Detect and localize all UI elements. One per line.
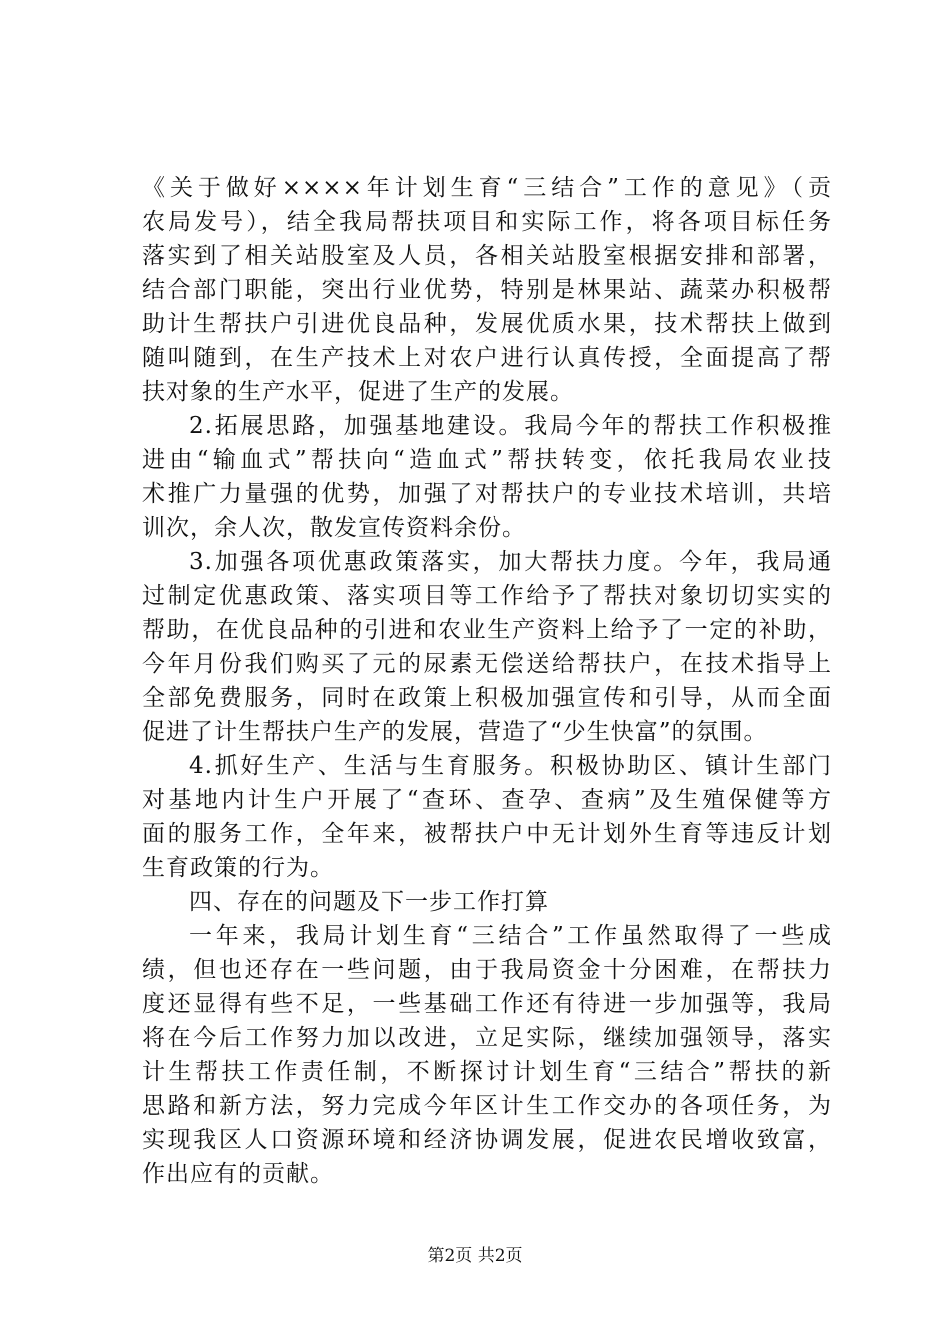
text-line: 思路和新方法，努力完成今年区计生工作交办的各项任务，为 — [142, 1093, 832, 1119]
text-line: 全部免费服务，同时在政策上积极加强宣传和引导，从而全面 — [142, 685, 832, 711]
text-line: 训次，余人次，散发宣传资料余份。 — [142, 515, 526, 541]
body-text — [142, 171, 832, 1191]
paragraph-heading-2: 2.拓展思路，加强基地建设。我局今年的帮扶工作积极推 — [189, 413, 832, 439]
paragraph-heading-3: 3.加强各项优惠政策落实，加大帮扶力度。今年，我局通 — [189, 549, 832, 575]
paragraph-heading-4: 4.抓好生产、生活与生育服务。积极协助区、镇计生部门 — [189, 753, 832, 779]
text-line: 一年来，我局计划生育“三结合”工作虽然取得了一些成 — [189, 923, 832, 949]
text-line: 扶对象的生产水平，促进了生产的发展。 — [142, 379, 574, 405]
text-line: 术推广力量强的优势，加强了对帮扶户的专业技术培训，共培 — [142, 481, 832, 507]
text-line: 过制定优惠政策、落实项目等工作给予了帮扶对象切切实实的 — [142, 583, 832, 609]
section-heading: 四、存在的问题及下一步工作打算 — [189, 889, 549, 915]
text-line: 度还显得有些不足，一些基础工作还有待进一步加强等，我局 — [142, 991, 832, 1017]
text-line: 随叫随到，在生产技术上对农户进行认真传授，全面提高了帮 — [142, 345, 832, 371]
text-line: 实现我区人口资源环境和经济协调发展，促进农民增收致富， — [142, 1127, 832, 1153]
text-line: 结合部门职能，突出行业优势，特别是林果站、蔬菜办积极帮 — [142, 277, 832, 303]
text-line: 落实到了相关站股室及人员，各相关站股室根据安排和部署， — [142, 243, 832, 269]
text-line: 帮助，在优良品种的引进和农业生产资料上给予了一定的补助， — [142, 617, 832, 643]
text-line: 进由“输血式”帮扶向“造血式”帮扶转变，依托我局农业技 — [142, 447, 832, 473]
text-line: 促进了计生帮扶户生产的发展，营造了“少生快富”的氛围。 — [142, 719, 768, 745]
page-number: 第2页 共2页 — [427, 1246, 523, 1266]
text-line: 计生帮扶工作责任制，不断探讨计划生育“三结合”帮扶的新 — [142, 1059, 832, 1085]
text-line: 生育政策的行为。 — [142, 855, 334, 881]
text-line: 将在今后工作努力加以改进，立足实际，继续加强领导，落实 — [142, 1025, 832, 1051]
text-line: 对基地内计生户开展了“查环、查孕、查病”及生殖保健等方 — [142, 787, 832, 813]
text-line: 《关于做好××××年计划生育“三结合”工作的意见》（贡 — [142, 175, 832, 201]
text-line: 作出应有的贡献。 — [142, 1161, 334, 1187]
text-line: 助计生帮扶户引进优良品种，发展优质水果，技术帮扶上做到 — [142, 311, 832, 337]
text-line: 今年月份我们购买了元的尿素无偿送给帮扶户，在技术指导上 — [142, 651, 832, 677]
text-line: 面的服务工作，全年来，被帮扶户中无计划外生育等违反计划 — [142, 821, 832, 847]
text-line: 农局发号），结全我局帮扶项目和实际工作，将各项目标任务 — [142, 209, 832, 235]
text-line: 绩，但也还存在一些问题，由于我局资金十分困难，在帮扶力 — [142, 957, 832, 983]
